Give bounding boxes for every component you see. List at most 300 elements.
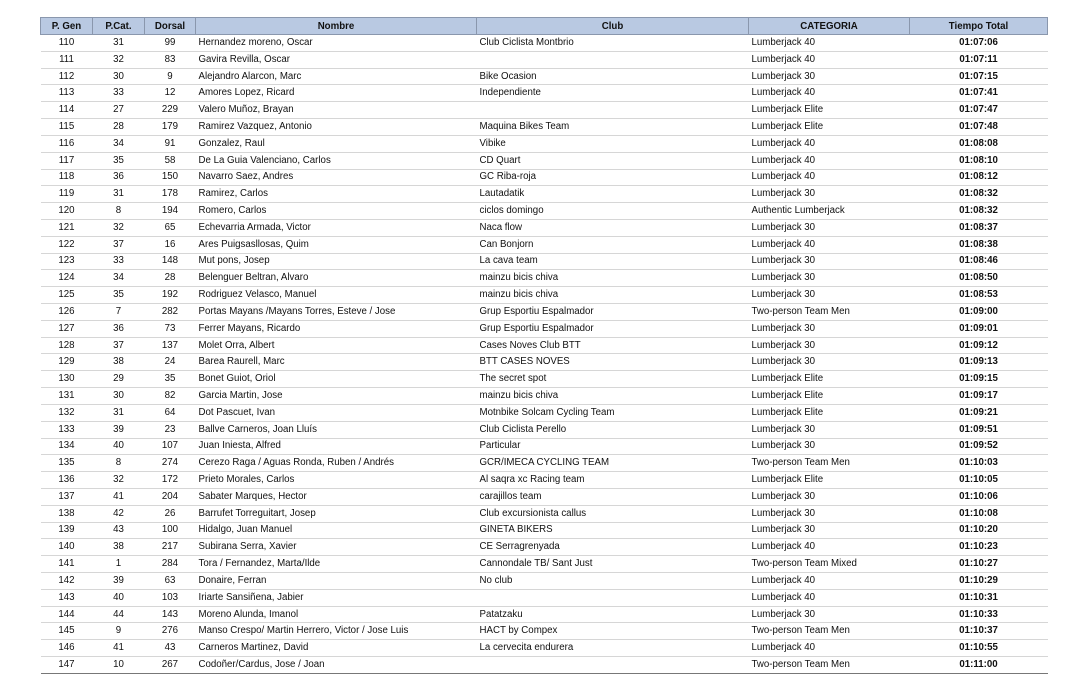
total-time-cell: 01:08:38 bbox=[910, 236, 1048, 253]
table-row bbox=[41, 640, 1048, 657]
table-row bbox=[41, 102, 1048, 119]
table-row bbox=[41, 488, 1048, 505]
category-cell: Lumberjack 40 bbox=[749, 573, 910, 590]
position-category-cell: 35 bbox=[93, 152, 145, 169]
table-row bbox=[41, 522, 1048, 539]
table-row bbox=[41, 169, 1048, 186]
position-category-cell: 41 bbox=[93, 488, 145, 505]
category-cell: Lumberjack 40 bbox=[749, 135, 910, 152]
position-general-cell: 138 bbox=[41, 505, 93, 522]
position-category-cell: 38 bbox=[93, 539, 145, 556]
category-cell: Lumberjack 40 bbox=[749, 236, 910, 253]
rider-name-cell: Hidalgo, Juan Manuel bbox=[196, 522, 477, 539]
position-general-cell: 139 bbox=[41, 522, 93, 539]
position-general-cell: 143 bbox=[41, 589, 93, 606]
table-row bbox=[41, 539, 1048, 556]
club-cell: ciclos domingo bbox=[477, 203, 749, 220]
table-row bbox=[41, 85, 1048, 102]
table-row bbox=[41, 337, 1048, 354]
rider-name-cell: Valero Muñoz, Brayan bbox=[196, 102, 477, 119]
total-time-cell: 01:10:33 bbox=[910, 606, 1048, 623]
bib-number-cell: 276 bbox=[145, 623, 196, 640]
rider-name-cell: Ferrer Mayans, Ricardo bbox=[196, 320, 477, 337]
total-time-cell: 01:07:15 bbox=[910, 68, 1048, 85]
position-general-cell: 144 bbox=[41, 606, 93, 623]
position-general-cell: 120 bbox=[41, 203, 93, 220]
club-cell: Grup Esportiu Espalmador bbox=[477, 304, 749, 321]
rider-name-cell: De La Guia Valenciano, Carlos bbox=[196, 152, 477, 169]
club-cell: Naca flow bbox=[477, 219, 749, 236]
club-cell: HACT by Compex bbox=[477, 623, 749, 640]
rider-name-cell: Codoñer/Cardus, Jose / Joan bbox=[196, 657, 477, 674]
position-general-cell: 123 bbox=[41, 253, 93, 270]
table-row bbox=[41, 253, 1048, 270]
total-time-cell: 01:10:23 bbox=[910, 539, 1048, 556]
bib-number-cell: 103 bbox=[145, 589, 196, 606]
total-time-cell: 01:08:32 bbox=[910, 186, 1048, 203]
rider-name-cell: Cerezo Raga / Aguas Ronda, Ruben / Andrés bbox=[196, 455, 477, 472]
club-cell: Particular bbox=[477, 438, 749, 455]
position-general-cell: 127 bbox=[41, 320, 93, 337]
rider-name-cell: Alejandro Alarcon, Marc bbox=[196, 68, 477, 85]
position-category-cell: 28 bbox=[93, 119, 145, 136]
bib-number-cell: 150 bbox=[145, 169, 196, 186]
bib-number-cell: 274 bbox=[145, 455, 196, 472]
position-category-cell: 32 bbox=[93, 51, 145, 68]
category-cell: Lumberjack Elite bbox=[749, 404, 910, 421]
position-category-cell: 37 bbox=[93, 337, 145, 354]
table-row bbox=[41, 186, 1048, 203]
club-cell bbox=[477, 589, 749, 606]
position-category-cell: 40 bbox=[93, 589, 145, 606]
position-category-cell: 34 bbox=[93, 270, 145, 287]
bib-number-cell: 148 bbox=[145, 253, 196, 270]
bib-number-cell: 143 bbox=[145, 606, 196, 623]
category-cell: Lumberjack Elite bbox=[749, 119, 910, 136]
category-cell: Lumberjack 40 bbox=[749, 51, 910, 68]
total-time-cell: 01:10:05 bbox=[910, 472, 1048, 489]
category-cell: Lumberjack 30 bbox=[749, 337, 910, 354]
rider-name-cell: Gavira Revilla, Oscar bbox=[196, 51, 477, 68]
category-cell: Lumberjack 40 bbox=[749, 640, 910, 657]
total-time-cell: 01:08:50 bbox=[910, 270, 1048, 287]
category-cell: Authentic Lumberjack bbox=[749, 203, 910, 220]
position-category-cell: 33 bbox=[93, 253, 145, 270]
club-cell: La cervecita endurera bbox=[477, 640, 749, 657]
table-row bbox=[41, 219, 1048, 236]
position-general-cell: 116 bbox=[41, 135, 93, 152]
position-general-cell: 113 bbox=[41, 85, 93, 102]
bib-number-cell: 26 bbox=[145, 505, 196, 522]
col-header-categoria: CATEGORIA bbox=[749, 18, 910, 35]
table-row bbox=[41, 455, 1048, 472]
club-cell bbox=[477, 51, 749, 68]
table-row bbox=[41, 354, 1048, 371]
table-row bbox=[41, 371, 1048, 388]
position-category-cell: 33 bbox=[93, 85, 145, 102]
bib-number-cell: 267 bbox=[145, 657, 196, 674]
club-cell: CE Serragrenyada bbox=[477, 539, 749, 556]
total-time-cell: 01:08:08 bbox=[910, 135, 1048, 152]
bib-number-cell: 64 bbox=[145, 404, 196, 421]
col-header-p-cat: P.Cat. bbox=[93, 18, 145, 35]
rider-name-cell: Ballve Carneros, Joan Lluís bbox=[196, 421, 477, 438]
rider-name-cell: Echevarria Armada, Victor bbox=[196, 219, 477, 236]
col-header-p-gen: P. Gen bbox=[41, 18, 93, 35]
position-category-cell: 42 bbox=[93, 505, 145, 522]
position-general-cell: 145 bbox=[41, 623, 93, 640]
club-cell: Lautadatik bbox=[477, 186, 749, 203]
bib-number-cell: 65 bbox=[145, 219, 196, 236]
bib-number-cell: 73 bbox=[145, 320, 196, 337]
total-time-cell: 01:10:06 bbox=[910, 488, 1048, 505]
bib-number-cell: 284 bbox=[145, 556, 196, 573]
position-category-cell: 8 bbox=[93, 455, 145, 472]
bib-number-cell: 217 bbox=[145, 539, 196, 556]
position-general-cell: 141 bbox=[41, 556, 93, 573]
bib-number-cell: 23 bbox=[145, 421, 196, 438]
total-time-cell: 01:10:20 bbox=[910, 522, 1048, 539]
table-row bbox=[41, 472, 1048, 489]
bib-number-cell: 204 bbox=[145, 488, 196, 505]
bib-number-cell: 63 bbox=[145, 573, 196, 590]
rider-name-cell: Mut pons, Josep bbox=[196, 253, 477, 270]
category-cell: Lumberjack Elite bbox=[749, 472, 910, 489]
total-time-cell: 01:11:00 bbox=[910, 657, 1048, 674]
position-category-cell: 32 bbox=[93, 219, 145, 236]
position-category-cell: 35 bbox=[93, 287, 145, 304]
total-time-cell: 01:07:11 bbox=[910, 51, 1048, 68]
table-row bbox=[41, 623, 1048, 640]
table-row bbox=[41, 438, 1048, 455]
bib-number-cell: 43 bbox=[145, 640, 196, 657]
category-cell: Lumberjack 30 bbox=[749, 68, 910, 85]
club-cell: GC Riba-roja bbox=[477, 169, 749, 186]
bib-number-cell: 82 bbox=[145, 388, 196, 405]
rider-name-cell: Ramirez, Carlos bbox=[196, 186, 477, 203]
rider-name-cell: Romero, Carlos bbox=[196, 203, 477, 220]
rider-name-cell: Sabater Marques, Hector bbox=[196, 488, 477, 505]
position-general-cell: 124 bbox=[41, 270, 93, 287]
bib-number-cell: 24 bbox=[145, 354, 196, 371]
bib-number-cell: 194 bbox=[145, 203, 196, 220]
club-cell: Patatzaku bbox=[477, 606, 749, 623]
position-category-cell: 30 bbox=[93, 68, 145, 85]
bib-number-cell: 107 bbox=[145, 438, 196, 455]
category-cell: Lumberjack 30 bbox=[749, 488, 910, 505]
total-time-cell: 01:10:03 bbox=[910, 455, 1048, 472]
category-cell: Two-person Team Men bbox=[749, 657, 910, 674]
position-general-cell: 125 bbox=[41, 287, 93, 304]
bib-number-cell: 83 bbox=[145, 51, 196, 68]
position-category-cell: 41 bbox=[93, 640, 145, 657]
category-cell: Lumberjack Elite bbox=[749, 371, 910, 388]
club-cell: Maquina Bikes Team bbox=[477, 119, 749, 136]
col-header-club: Club bbox=[477, 18, 749, 35]
position-general-cell: 129 bbox=[41, 354, 93, 371]
bib-number-cell: 99 bbox=[145, 35, 196, 52]
position-general-cell: 114 bbox=[41, 102, 93, 119]
table-row bbox=[41, 152, 1048, 169]
rider-name-cell: Navarro Saez, Andres bbox=[196, 169, 477, 186]
position-category-cell: 44 bbox=[93, 606, 145, 623]
position-general-cell: 110 bbox=[41, 35, 93, 52]
table-row bbox=[41, 135, 1048, 152]
club-cell: No club bbox=[477, 573, 749, 590]
rider-name-cell: Barea Raurell, Marc bbox=[196, 354, 477, 371]
rider-name-cell: Belenguer Beltran, Alvaro bbox=[196, 270, 477, 287]
position-general-cell: 128 bbox=[41, 337, 93, 354]
position-category-cell: 30 bbox=[93, 388, 145, 405]
table-row bbox=[41, 203, 1048, 220]
bib-number-cell: 12 bbox=[145, 85, 196, 102]
position-category-cell: 7 bbox=[93, 304, 145, 321]
category-cell: Lumberjack 30 bbox=[749, 421, 910, 438]
category-cell: Lumberjack 30 bbox=[749, 320, 910, 337]
total-time-cell: 01:10:37 bbox=[910, 623, 1048, 640]
table-row bbox=[41, 270, 1048, 287]
club-cell: Cannondale TB/ Sant Just bbox=[477, 556, 749, 573]
club-cell bbox=[477, 102, 749, 119]
total-time-cell: 01:09:52 bbox=[910, 438, 1048, 455]
bib-number-cell: 179 bbox=[145, 119, 196, 136]
position-general-cell: 117 bbox=[41, 152, 93, 169]
category-cell: Lumberjack Elite bbox=[749, 388, 910, 405]
bib-number-cell: 100 bbox=[145, 522, 196, 539]
table-row bbox=[41, 573, 1048, 590]
bib-number-cell: 282 bbox=[145, 304, 196, 321]
category-cell: Lumberjack 30 bbox=[749, 186, 910, 203]
category-cell: Lumberjack 40 bbox=[749, 35, 910, 52]
bib-number-cell: 16 bbox=[145, 236, 196, 253]
position-general-cell: 140 bbox=[41, 539, 93, 556]
category-cell: Lumberjack 30 bbox=[749, 606, 910, 623]
category-cell: Two-person Team Men bbox=[749, 304, 910, 321]
col-header-tiempo-total: Tiempo Total bbox=[910, 18, 1048, 35]
position-category-cell: 8 bbox=[93, 203, 145, 220]
position-category-cell: 27 bbox=[93, 102, 145, 119]
bib-number-cell: 192 bbox=[145, 287, 196, 304]
position-category-cell: 34 bbox=[93, 135, 145, 152]
table-row bbox=[41, 606, 1048, 623]
bib-number-cell: 178 bbox=[145, 186, 196, 203]
position-general-cell: 118 bbox=[41, 169, 93, 186]
position-general-cell: 147 bbox=[41, 657, 93, 674]
position-category-cell: 36 bbox=[93, 169, 145, 186]
category-cell: Lumberjack 40 bbox=[749, 152, 910, 169]
club-cell: The secret spot bbox=[477, 371, 749, 388]
club-cell: Vibike bbox=[477, 135, 749, 152]
rider-name-cell: Subirana Serra, Xavier bbox=[196, 539, 477, 556]
club-cell: La cava team bbox=[477, 253, 749, 270]
category-cell: Two-person Team Men bbox=[749, 623, 910, 640]
position-general-cell: 119 bbox=[41, 186, 93, 203]
category-cell: Two-person Team Men bbox=[749, 455, 910, 472]
table-row bbox=[41, 404, 1048, 421]
position-category-cell: 29 bbox=[93, 371, 145, 388]
position-category-cell: 36 bbox=[93, 320, 145, 337]
total-time-cell: 01:09:17 bbox=[910, 388, 1048, 405]
position-general-cell: 111 bbox=[41, 51, 93, 68]
category-cell: Lumberjack 30 bbox=[749, 438, 910, 455]
bib-number-cell: 28 bbox=[145, 270, 196, 287]
club-cell: Club excursionista callus bbox=[477, 505, 749, 522]
total-time-cell: 01:07:48 bbox=[910, 119, 1048, 136]
category-cell: Lumberjack Elite bbox=[749, 102, 910, 119]
position-category-cell: 31 bbox=[93, 186, 145, 203]
total-time-cell: 01:09:12 bbox=[910, 337, 1048, 354]
total-time-cell: 01:08:46 bbox=[910, 253, 1048, 270]
table-row bbox=[41, 287, 1048, 304]
results-body bbox=[41, 35, 1048, 674]
rider-name-cell: Dot Pascuet, Ivan bbox=[196, 404, 477, 421]
bib-number-cell: 35 bbox=[145, 371, 196, 388]
total-time-cell: 01:09:00 bbox=[910, 304, 1048, 321]
position-general-cell: 121 bbox=[41, 219, 93, 236]
table-row bbox=[41, 320, 1048, 337]
table-row bbox=[41, 589, 1048, 606]
club-cell: Cases Noves Club BTT bbox=[477, 337, 749, 354]
table-row bbox=[41, 119, 1048, 136]
position-general-cell: 130 bbox=[41, 371, 93, 388]
total-time-cell: 01:07:47 bbox=[910, 102, 1048, 119]
total-time-cell: 01:09:15 bbox=[910, 371, 1048, 388]
position-category-cell: 43 bbox=[93, 522, 145, 539]
position-general-cell: 137 bbox=[41, 488, 93, 505]
position-general-cell: 134 bbox=[41, 438, 93, 455]
total-time-cell: 01:08:10 bbox=[910, 152, 1048, 169]
rider-name-cell: Portas Mayans /Mayans Torres, Esteve / Jose bbox=[196, 304, 477, 321]
club-cell: mainzu bicis chiva bbox=[477, 388, 749, 405]
table-row bbox=[41, 556, 1048, 573]
rider-name-cell: Gonzalez, Raul bbox=[196, 135, 477, 152]
position-category-cell: 40 bbox=[93, 438, 145, 455]
category-cell: Lumberjack 30 bbox=[749, 287, 910, 304]
total-time-cell: 01:10:55 bbox=[910, 640, 1048, 657]
total-time-cell: 01:09:21 bbox=[910, 404, 1048, 421]
rider-name-cell: Ares Puigsasllosas, Quim bbox=[196, 236, 477, 253]
position-category-cell: 10 bbox=[93, 657, 145, 674]
header-row bbox=[41, 18, 1048, 35]
table-row bbox=[41, 388, 1048, 405]
category-cell: Lumberjack 40 bbox=[749, 539, 910, 556]
club-cell: Motnbike Solcam Cycling Team bbox=[477, 404, 749, 421]
rider-name-cell: Rodriguez Velasco, Manuel bbox=[196, 287, 477, 304]
rider-name-cell: Molet Orra, Albert bbox=[196, 337, 477, 354]
bib-number-cell: 58 bbox=[145, 152, 196, 169]
club-cell: Al saqra xc Racing team bbox=[477, 472, 749, 489]
table-row bbox=[41, 657, 1048, 674]
rider-name-cell: Ramirez Vazquez, Antonio bbox=[196, 119, 477, 136]
category-cell: Lumberjack 30 bbox=[749, 354, 910, 371]
position-category-cell: 38 bbox=[93, 354, 145, 371]
category-cell: Two-person Team Mixed bbox=[749, 556, 910, 573]
rider-name-cell: Manso Crespo/ Martin Herrero, Victor / Jose Luis bbox=[196, 623, 477, 640]
position-general-cell: 146 bbox=[41, 640, 93, 657]
total-time-cell: 01:10:27 bbox=[910, 556, 1048, 573]
club-cell: Club Ciclista Perello bbox=[477, 421, 749, 438]
position-category-cell: 32 bbox=[93, 472, 145, 489]
position-general-cell: 115 bbox=[41, 119, 93, 136]
category-cell: Lumberjack 30 bbox=[749, 253, 910, 270]
position-general-cell: 142 bbox=[41, 573, 93, 590]
table-row bbox=[41, 51, 1048, 68]
category-cell: Lumberjack 40 bbox=[749, 85, 910, 102]
rider-name-cell: Bonet Guiot, Oriol bbox=[196, 371, 477, 388]
club-cell: mainzu bicis chiva bbox=[477, 270, 749, 287]
club-cell: BTT CASES NOVES bbox=[477, 354, 749, 371]
total-time-cell: 01:07:41 bbox=[910, 85, 1048, 102]
total-time-cell: 01:08:12 bbox=[910, 169, 1048, 186]
total-time-cell: 01:09:51 bbox=[910, 421, 1048, 438]
club-cell: Can Bonjorn bbox=[477, 236, 749, 253]
position-general-cell: 132 bbox=[41, 404, 93, 421]
club-cell: mainzu bicis chiva bbox=[477, 287, 749, 304]
total-time-cell: 01:10:08 bbox=[910, 505, 1048, 522]
club-cell: carajillos team bbox=[477, 488, 749, 505]
club-cell: GCR/IMECA CYCLING TEAM bbox=[477, 455, 749, 472]
table-row bbox=[41, 304, 1048, 321]
rider-name-cell: Amores Lopez, Ricard bbox=[196, 85, 477, 102]
position-general-cell: 131 bbox=[41, 388, 93, 405]
position-general-cell: 126 bbox=[41, 304, 93, 321]
category-cell: Lumberjack 30 bbox=[749, 522, 910, 539]
total-time-cell: 01:08:37 bbox=[910, 219, 1048, 236]
rider-name-cell: Donaire, Ferran bbox=[196, 573, 477, 590]
rider-name-cell: Barrufet Torreguitart, Josep bbox=[196, 505, 477, 522]
category-cell: Lumberjack 30 bbox=[749, 270, 910, 287]
total-time-cell: 01:10:29 bbox=[910, 573, 1048, 590]
category-cell: Lumberjack 40 bbox=[749, 589, 910, 606]
bib-number-cell: 137 bbox=[145, 337, 196, 354]
position-general-cell: 136 bbox=[41, 472, 93, 489]
bib-number-cell: 9 bbox=[145, 68, 196, 85]
table-row bbox=[41, 421, 1048, 438]
category-cell: Lumberjack 30 bbox=[749, 219, 910, 236]
position-category-cell: 9 bbox=[93, 623, 145, 640]
rider-name-cell: Prieto Morales, Carlos bbox=[196, 472, 477, 489]
position-general-cell: 112 bbox=[41, 68, 93, 85]
total-time-cell: 01:09:13 bbox=[910, 354, 1048, 371]
club-cell: GINETA BIKERS bbox=[477, 522, 749, 539]
total-time-cell: 01:08:32 bbox=[910, 203, 1048, 220]
position-category-cell: 31 bbox=[93, 404, 145, 421]
table-row bbox=[41, 35, 1048, 52]
col-header-dorsal: Dorsal bbox=[145, 18, 196, 35]
category-cell: Lumberjack 40 bbox=[749, 169, 910, 186]
position-category-cell: 1 bbox=[93, 556, 145, 573]
position-category-cell: 39 bbox=[93, 573, 145, 590]
bib-number-cell: 229 bbox=[145, 102, 196, 119]
col-header-nombre: Nombre bbox=[196, 18, 477, 35]
table-row bbox=[41, 236, 1048, 253]
rider-name-cell: Garcia Martin, Jose bbox=[196, 388, 477, 405]
total-time-cell: 01:08:53 bbox=[910, 287, 1048, 304]
position-category-cell: 31 bbox=[93, 35, 145, 52]
rider-name-cell: Moreno Alunda, Imanol bbox=[196, 606, 477, 623]
total-time-cell: 01:10:31 bbox=[910, 589, 1048, 606]
bib-number-cell: 172 bbox=[145, 472, 196, 489]
rider-name-cell: Tora / Fernandez, Marta/Ilde bbox=[196, 556, 477, 573]
rider-name-cell: Hernandez moreno, Oscar bbox=[196, 35, 477, 52]
results-table bbox=[40, 17, 1048, 674]
rider-name-cell: Carneros Martinez, David bbox=[196, 640, 477, 657]
position-general-cell: 135 bbox=[41, 455, 93, 472]
bib-number-cell: 91 bbox=[145, 135, 196, 152]
position-general-cell: 133 bbox=[41, 421, 93, 438]
rider-name-cell: Iriarte Sansiñena, Jabier bbox=[196, 589, 477, 606]
total-time-cell: 01:07:06 bbox=[910, 35, 1048, 52]
